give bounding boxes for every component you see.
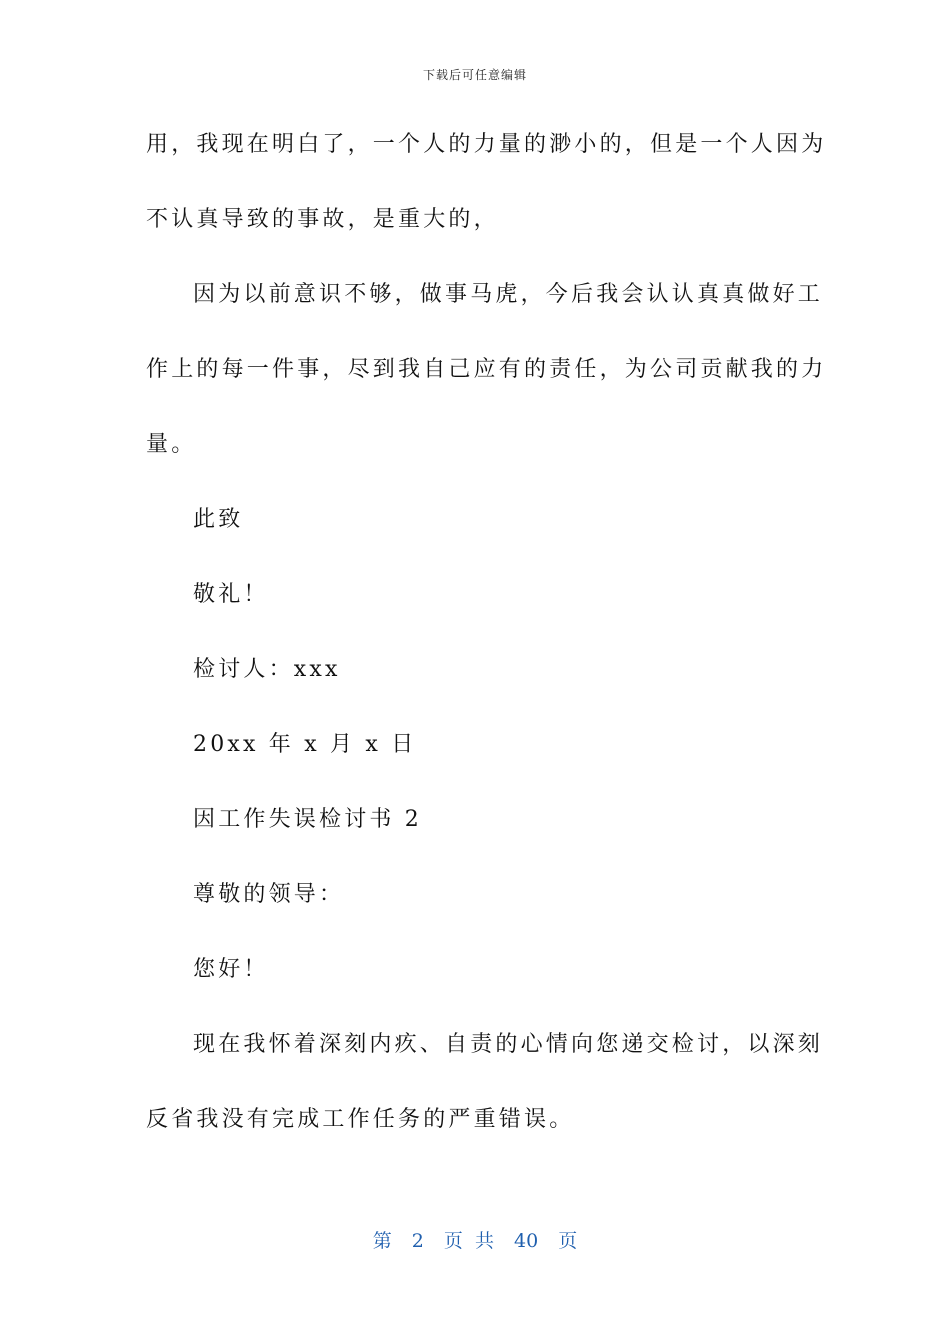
paragraph-line: 现在我怀着深刻内疚、自责的心情向您递交检讨，以深刻 — [193, 1032, 824, 1057]
paragraph-line: 用，我现在明白了，一个人的力量的渺小的，但是一个人因为 — [146, 132, 827, 157]
paragraph-line: 量。 — [146, 432, 197, 457]
paragraph-line: 不认真导致的事故，是重大的， — [146, 207, 499, 232]
closing-regards: 敬礼！ — [193, 582, 269, 607]
document-body — [146, 126, 827, 1176]
header-note: 下载后可任意编辑 — [422, 68, 527, 82]
greeting: 您好！ — [193, 957, 269, 982]
date-line: 20xx 年 x 月 x 日 — [193, 732, 417, 757]
signatory: 检讨人：xxx — [193, 657, 341, 682]
footer-prefix: 第 — [372, 1230, 392, 1252]
footer-mid: 页 共 — [443, 1230, 494, 1252]
section-title: 因工作失误检讨书 2 — [193, 807, 422, 832]
paragraph-line: 因为以前意识不够，做事马虎，今后我会认认真真做好工 — [193, 282, 824, 307]
paragraph-line: 作上的每一件事，尽到我自己应有的责任，为公司贡献我的力 — [146, 357, 827, 382]
page-footer — [0, 1226, 950, 1253]
closing-salutation: 此致 — [193, 507, 244, 532]
current-page-number: 2 — [411, 1230, 424, 1252]
paragraph-line: 反省我没有完成工作任务的严重错误。 — [146, 1107, 575, 1132]
greeting-recipient: 尊敬的领导： — [193, 882, 345, 907]
footer-suffix: 页 — [558, 1230, 578, 1252]
total-page-count: 40 — [514, 1230, 539, 1252]
